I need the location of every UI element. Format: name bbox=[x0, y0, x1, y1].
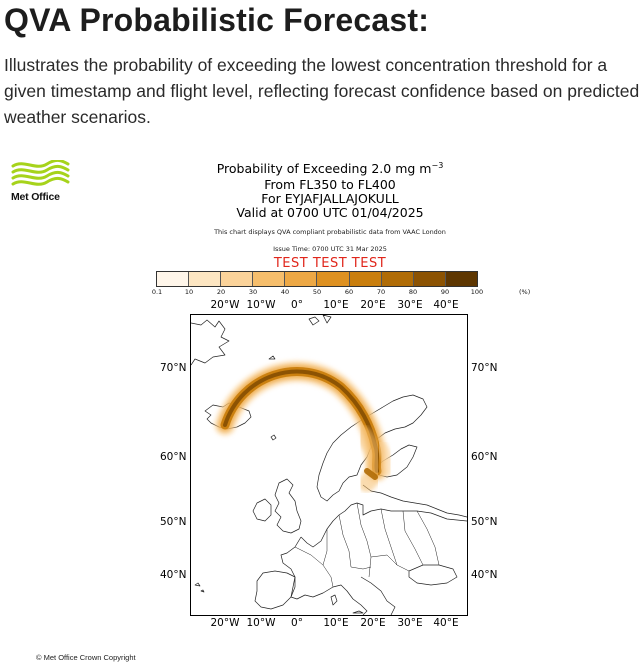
legend-tick-label: 80 bbox=[408, 288, 418, 296]
iberia-coast bbox=[255, 571, 295, 609]
lon-label-bottom: 20°E bbox=[360, 617, 386, 629]
chart-title bbox=[160, 158, 500, 177]
canary-islands bbox=[195, 583, 204, 592]
chart-note: This chart displays QVA compliant probabilistic data from VAAC London bbox=[214, 228, 446, 236]
chart-flight-levels: From FL350 to FL400 bbox=[264, 177, 396, 192]
legend-swatch bbox=[446, 272, 477, 286]
sardinia-coast bbox=[331, 595, 337, 605]
lon-label-bottom: 20°W bbox=[210, 617, 240, 629]
baltic-coast bbox=[363, 485, 467, 517]
ireland-coast bbox=[253, 499, 271, 521]
legend-tick-label: 10 bbox=[184, 288, 194, 296]
probability-legend-bar bbox=[156, 271, 478, 287]
legend-swatch bbox=[189, 272, 221, 286]
jan-mayen bbox=[269, 356, 275, 359]
lat-label-left: 40°N bbox=[160, 569, 187, 581]
black-sea-coast bbox=[409, 565, 457, 585]
lat-label-right: 60°N bbox=[471, 451, 498, 463]
lat-label-left: 60°N bbox=[160, 451, 187, 463]
legend-swatch bbox=[382, 272, 414, 286]
balkans-coast bbox=[361, 577, 395, 615]
lon-label-bottom: 30°E bbox=[397, 617, 423, 629]
chart-title-text: Probability of Exceeding 2.0 mg m bbox=[216, 161, 432, 177]
lat-label-right: 70°N bbox=[471, 362, 498, 374]
ash-plume-probability-field bbox=[225, 372, 389, 483]
legend-swatch bbox=[317, 272, 349, 286]
legend-swatch bbox=[285, 272, 317, 286]
country-borders bbox=[295, 503, 439, 587]
legend-swatch bbox=[350, 272, 382, 286]
great-britain-coast bbox=[275, 479, 301, 533]
met-office-logo-text: Met Office bbox=[11, 191, 60, 203]
lat-label-left: 70°N bbox=[160, 362, 187, 374]
italy-coast bbox=[333, 585, 367, 615]
lon-label-top: 20°E bbox=[360, 299, 386, 311]
chart-volcano: For EYJAFJALLAJOKULL bbox=[261, 191, 399, 206]
lat-label-left: 50°N bbox=[160, 516, 187, 528]
legend-tick-label: 30 bbox=[248, 288, 258, 296]
lon-label-bottom: 0° bbox=[291, 617, 303, 629]
legend-tick-label: 0.1 bbox=[151, 288, 163, 296]
page-title: QVA Probabilistic Forecast: bbox=[4, 2, 430, 38]
copyright-notice: © Met Office Crown Copyright bbox=[36, 653, 136, 662]
europe-map bbox=[190, 314, 468, 616]
lon-label-top: 30°E bbox=[397, 299, 423, 311]
chart-validity: Valid at 0700 UTC 01/04/2025 bbox=[236, 205, 424, 220]
legend-tick-label: 40 bbox=[280, 288, 290, 296]
legend-swatch bbox=[157, 272, 189, 286]
legend-unit: (%) bbox=[519, 288, 531, 296]
lat-label-right: 40°N bbox=[471, 569, 498, 581]
svalbard bbox=[309, 315, 331, 325]
lon-label-top: 40°E bbox=[433, 299, 459, 311]
legend-tick-label: 20 bbox=[216, 288, 226, 296]
legend-swatch bbox=[221, 272, 253, 286]
legend-tick-label: 100 bbox=[470, 288, 484, 296]
page-description: Illustrates the probability of exceeding the lowest concentration threshold for a given timestamp and flight level, reflecting forecast confidence based on predicted weather scenarios. bbox=[4, 55, 640, 127]
lon-label-top: 20°W bbox=[210, 299, 240, 311]
faroe-islands bbox=[271, 435, 276, 440]
greenland-coast bbox=[191, 320, 229, 365]
map-svg bbox=[191, 315, 467, 615]
test-banner: TEST TEST TEST bbox=[273, 256, 387, 271]
legend-swatch bbox=[414, 272, 446, 286]
lon-label-top: 10°E bbox=[323, 299, 349, 311]
lon-label-top: 0° bbox=[291, 299, 303, 311]
legend-tick-label: 90 bbox=[440, 288, 450, 296]
lon-label-bottom: 10°W bbox=[246, 617, 276, 629]
sicily-coast bbox=[353, 611, 363, 613]
lat-label-right: 50°N bbox=[471, 516, 498, 528]
chart-issue-time: Issue Time: 0700 UTC 31 Mar 2025 bbox=[273, 245, 387, 253]
legend-tick-label: 70 bbox=[376, 288, 386, 296]
lon-label-bottom: 40°E bbox=[433, 617, 459, 629]
lon-label-bottom: 10°E bbox=[323, 617, 349, 629]
lon-label-top: 10°W bbox=[246, 299, 276, 311]
legend-tick-label: 50 bbox=[312, 288, 322, 296]
legend-swatch bbox=[253, 272, 285, 286]
chart-title-exponent: −3 bbox=[431, 161, 444, 170]
legend-tick-label: 60 bbox=[344, 288, 354, 296]
plume-band bbox=[381, 447, 389, 471]
